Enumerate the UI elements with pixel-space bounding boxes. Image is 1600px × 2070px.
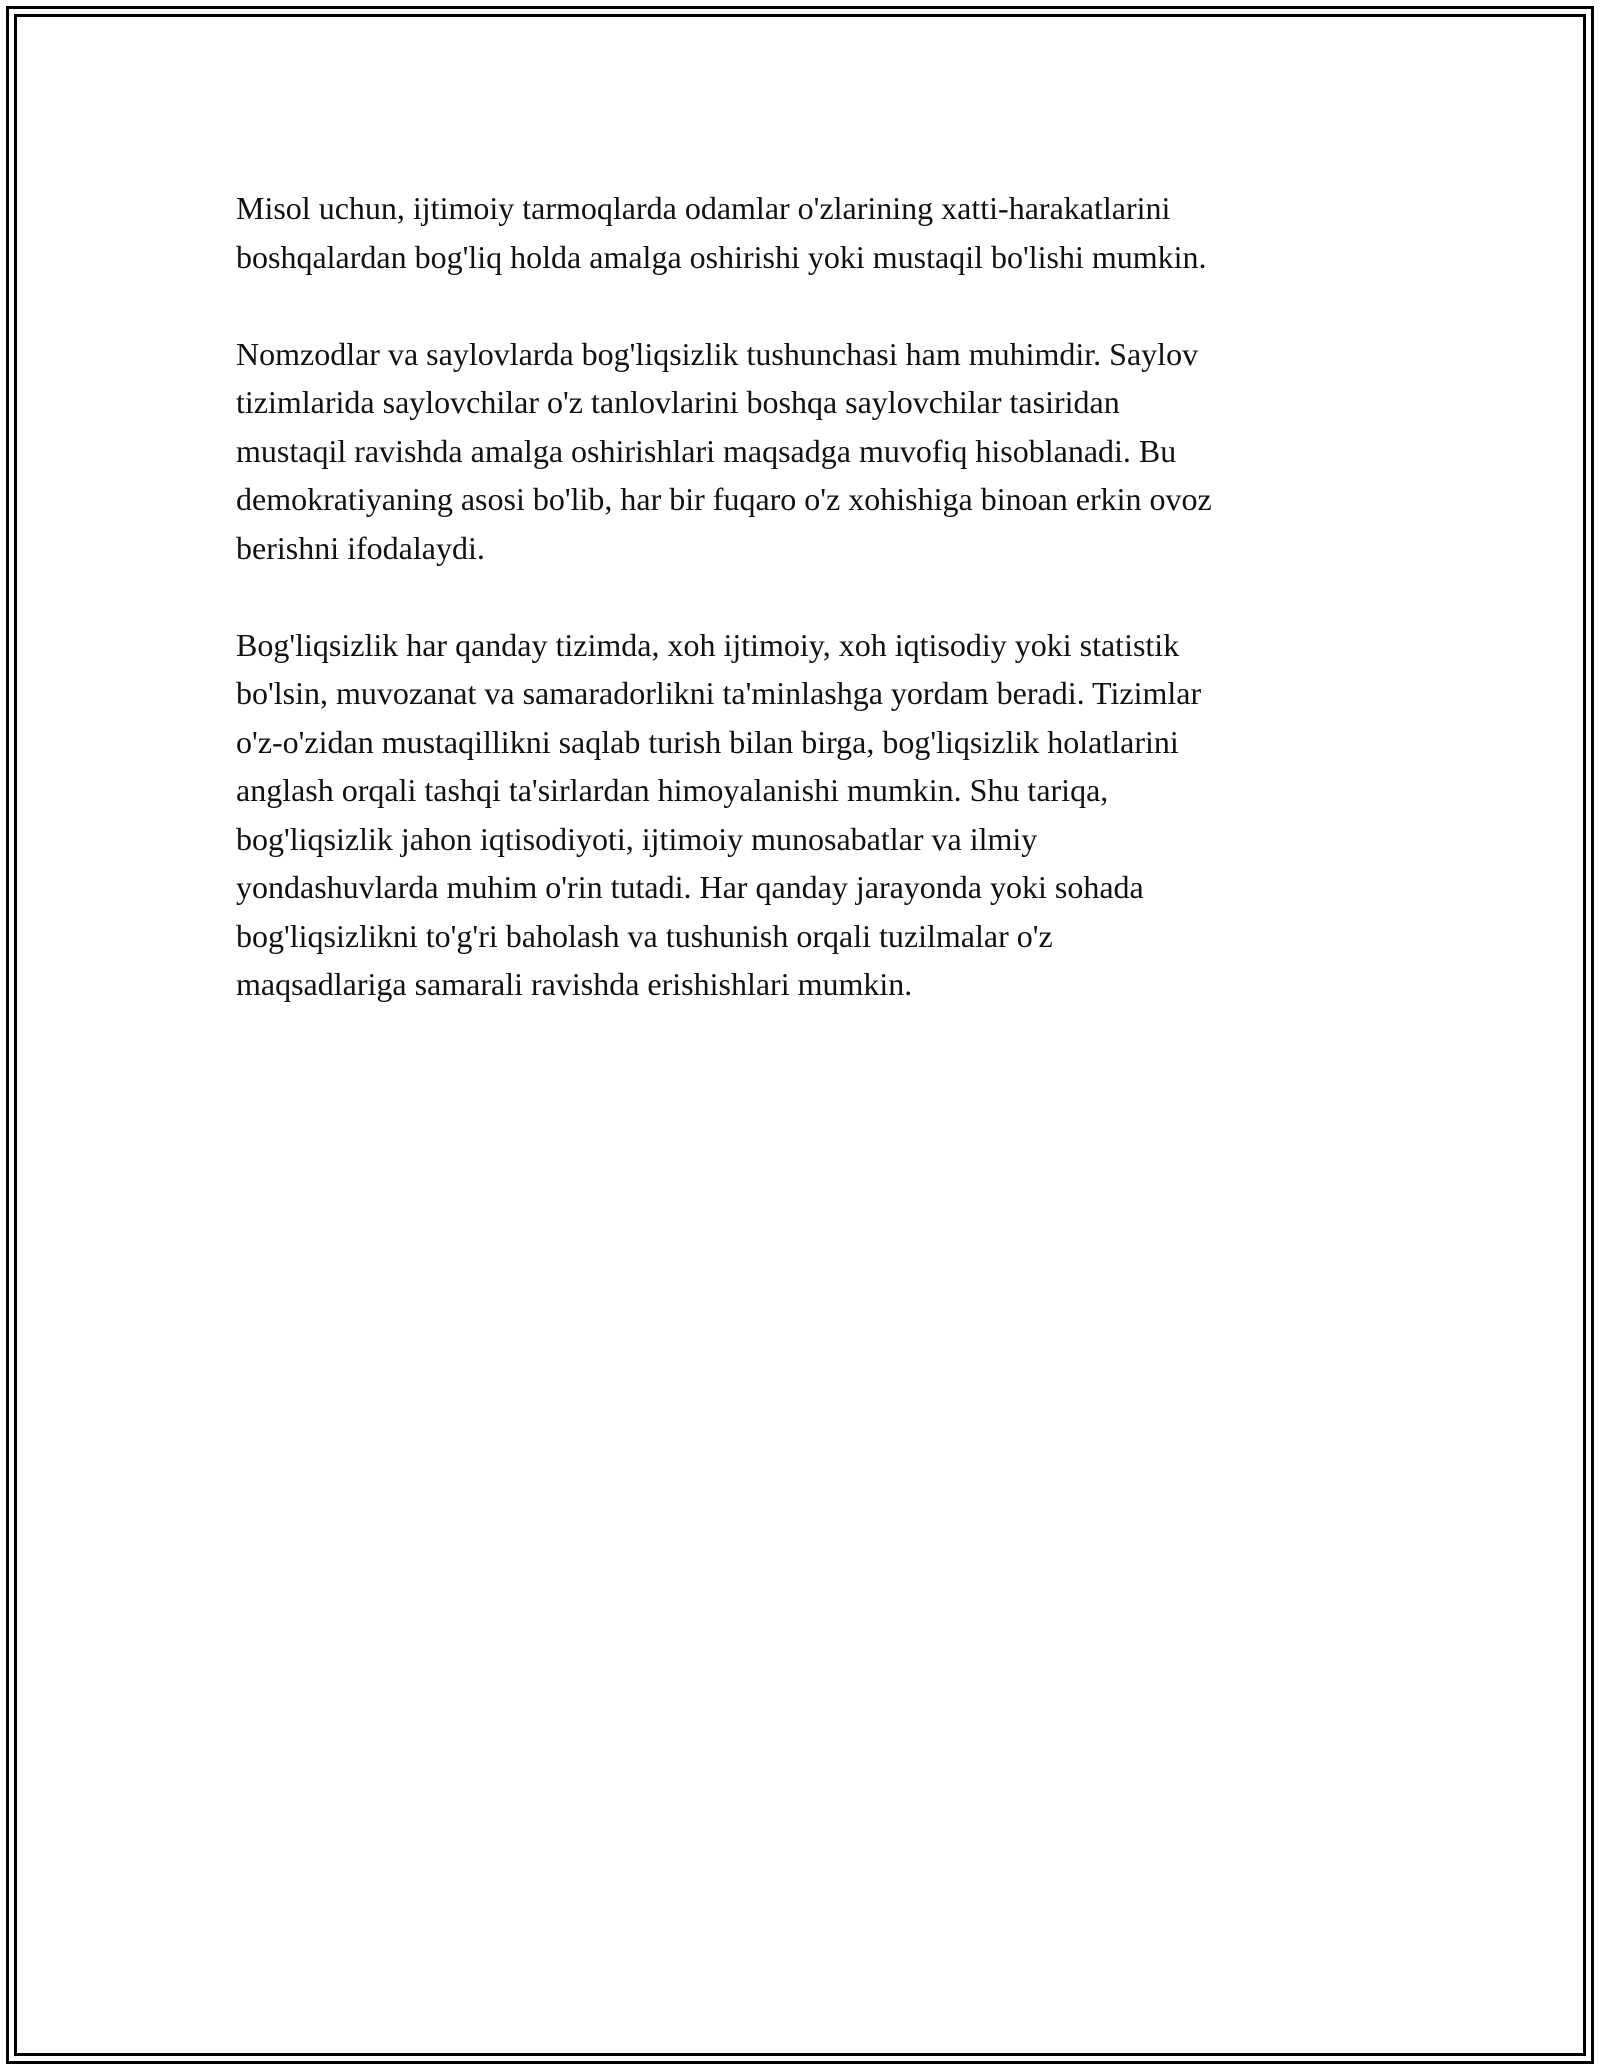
paragraph-3: Bog'liqsizlik har qanday tizimda, xoh ijtimoiy, xoh iqtisodiy yoki statistik bo'lsin, muvozanat va samaradorlikni ta'minlashga yordam beradi. Tizimlar o'z-o'zidan mustaqillikni saqlab turish bilan birga, bog'liqsizlik holatlarini anglash orqali tashqi ta'sirlardan himoyalanishi mumkin. Shu tariqa, bog'liqsizlik jahon iqtisodiyoti, ijtimoiy munosabatlar va ilmiy yondashuvlarda muhim o'rin tutadi. Har qanday jarayonda yoki sohada bog'liqsizlikni to'g'ri baholash va tushunish orqali tuzilmalar o'z maqsadlariga samarali ravishda erishishlari mumkin. [236,626,1202,1002]
document-body [236,184,1366,1057]
paragraph-1: Misol uchun, ijtimoiy tarmoqlarda odamlar o'zlarining xatti-harakatlarini boshqalardan bog'liq holda amalga oshirishi yoki mustaqil bo'lishi mumkin. [236,190,1207,275]
paragraph-2: Nomzodlar va saylovlarda bog'liqsizlik tushunchasi ham muhimdir. Saylov tizimlarida saylovchilar o'z tanlovlarini boshqa saylovchilar tasiridan mustaqil ravishda amalga oshirishlari maqsadga muvofiq hisoblanadi. Bu demokratiyaning asosi bo'lib, har bir fuqaro o'z xohishiga binoan erkin ovoz berishni ifodalaydi. [236,335,1212,566]
